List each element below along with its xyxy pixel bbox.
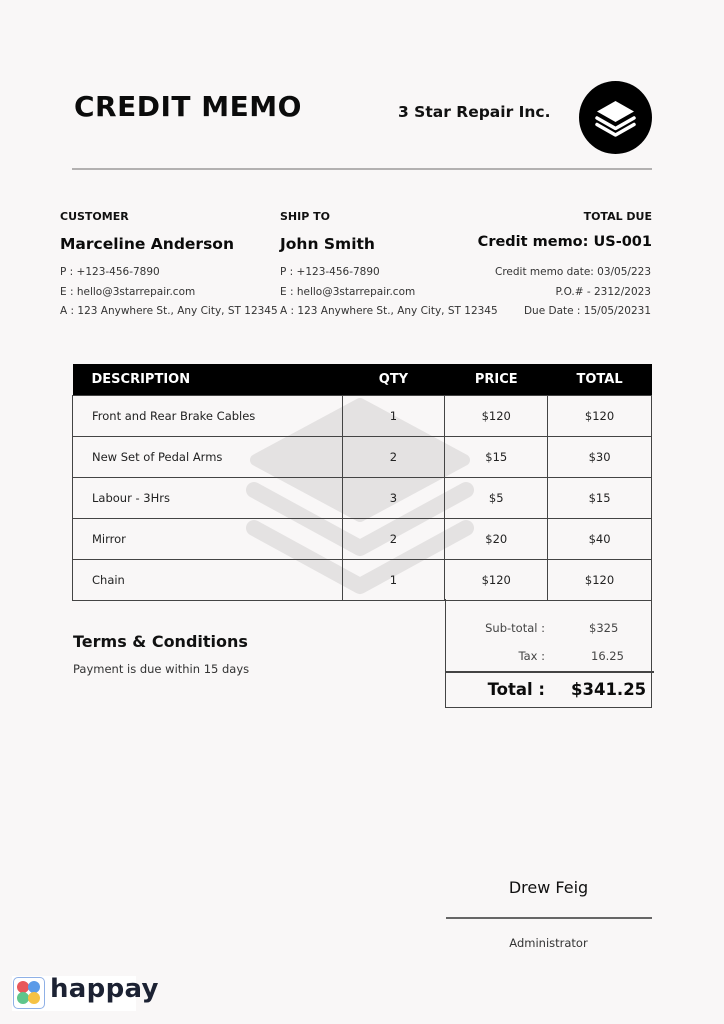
happay-logo	[12, 974, 159, 1011]
table-row	[73, 478, 652, 519]
customer-email: E : hello@3starrepair.com	[60, 285, 196, 298]
po-number: P.O.# - 2312/2023	[555, 285, 651, 298]
ship-to-address: A : 123 Anywhere St., Any City, ST 12345	[280, 305, 498, 317]
table-header-row	[73, 364, 652, 396]
customer-phone: P : +123-456-7890	[60, 266, 160, 278]
table-row	[73, 519, 652, 560]
header-qty: QTY	[342, 364, 445, 396]
items-table	[72, 364, 652, 601]
memo-details	[495, 263, 651, 322]
ship-to-name: John Smith	[280, 235, 375, 253]
item-price: $20	[445, 519, 548, 560]
header-divider	[72, 168, 652, 170]
customer-info	[60, 263, 278, 322]
terms-title: Terms & Conditions	[73, 632, 248, 651]
subtotal-value: $325	[589, 621, 619, 635]
total-value: $341.25	[571, 680, 647, 699]
item-total: $120	[548, 560, 652, 601]
layers-icon	[579, 81, 652, 154]
table-row	[73, 437, 652, 478]
totals-divider	[446, 671, 654, 673]
item-description: Chain	[73, 560, 343, 601]
item-qty: 2	[342, 519, 445, 560]
signatory-name: Drew Feig	[508, 878, 589, 897]
signatory-role: Administrator	[509, 936, 588, 950]
item-price: $15	[445, 437, 548, 478]
total-due-label: TOTAL DUE	[583, 210, 652, 223]
item-qty: 2	[342, 437, 445, 478]
header-total: TOTAL	[548, 364, 652, 396]
ship-to-label: SHIP TO	[280, 210, 330, 223]
ship-to-info	[280, 263, 498, 322]
ship-to-email: E : hello@3starrepair.com	[280, 285, 416, 298]
customer-address: A : 123 Anywhere St., Any City, ST 12345	[60, 305, 278, 317]
item-description: Front and Rear Brake Cables	[73, 396, 343, 437]
item-price: $5	[445, 478, 548, 519]
customer-name: Marceline Anderson	[60, 235, 234, 253]
tax-value: 16.25	[591, 649, 624, 663]
totals-box	[445, 599, 652, 708]
memo-number: Credit memo: US-001	[477, 234, 652, 250]
memo-date: Credit memo date: 03/05/223	[495, 266, 651, 278]
item-qty: 1	[342, 560, 445, 601]
table-row	[73, 560, 652, 601]
item-total: $40	[548, 519, 652, 560]
happay-logo-icon	[13, 977, 45, 1009]
item-description: Mirror	[73, 519, 343, 560]
company-logo	[579, 81, 652, 154]
document-title: CREDIT MEMO	[74, 90, 302, 123]
item-total: $30	[548, 437, 652, 478]
company-name: 3 Star Repair Inc.	[398, 103, 551, 121]
item-description: New Set of Pedal Arms	[73, 437, 343, 478]
header-price: PRICE	[445, 364, 548, 396]
tax-label: Tax :	[518, 649, 545, 663]
happay-wordmark: happay	[50, 974, 159, 1004]
customer-label: CUSTOMER	[60, 210, 129, 223]
subtotal-label: Sub-total :	[485, 621, 545, 635]
item-price: $120	[445, 560, 548, 601]
due-date: Due Date : 15/05/20231	[523, 305, 651, 317]
total-label: Total :	[487, 680, 545, 699]
table-row	[73, 396, 652, 437]
item-total: $120	[548, 396, 652, 437]
header-description: DESCRIPTION	[73, 364, 343, 396]
item-price: $120	[445, 396, 548, 437]
signature-line	[446, 917, 652, 919]
item-total: $15	[548, 478, 652, 519]
ship-to-phone: P : +123-456-7890	[280, 266, 380, 278]
item-description: Labour - 3Hrs	[73, 478, 343, 519]
item-qty: 3	[342, 478, 445, 519]
item-qty: 1	[342, 396, 445, 437]
terms-text: Payment is due within 15 days	[73, 662, 250, 676]
